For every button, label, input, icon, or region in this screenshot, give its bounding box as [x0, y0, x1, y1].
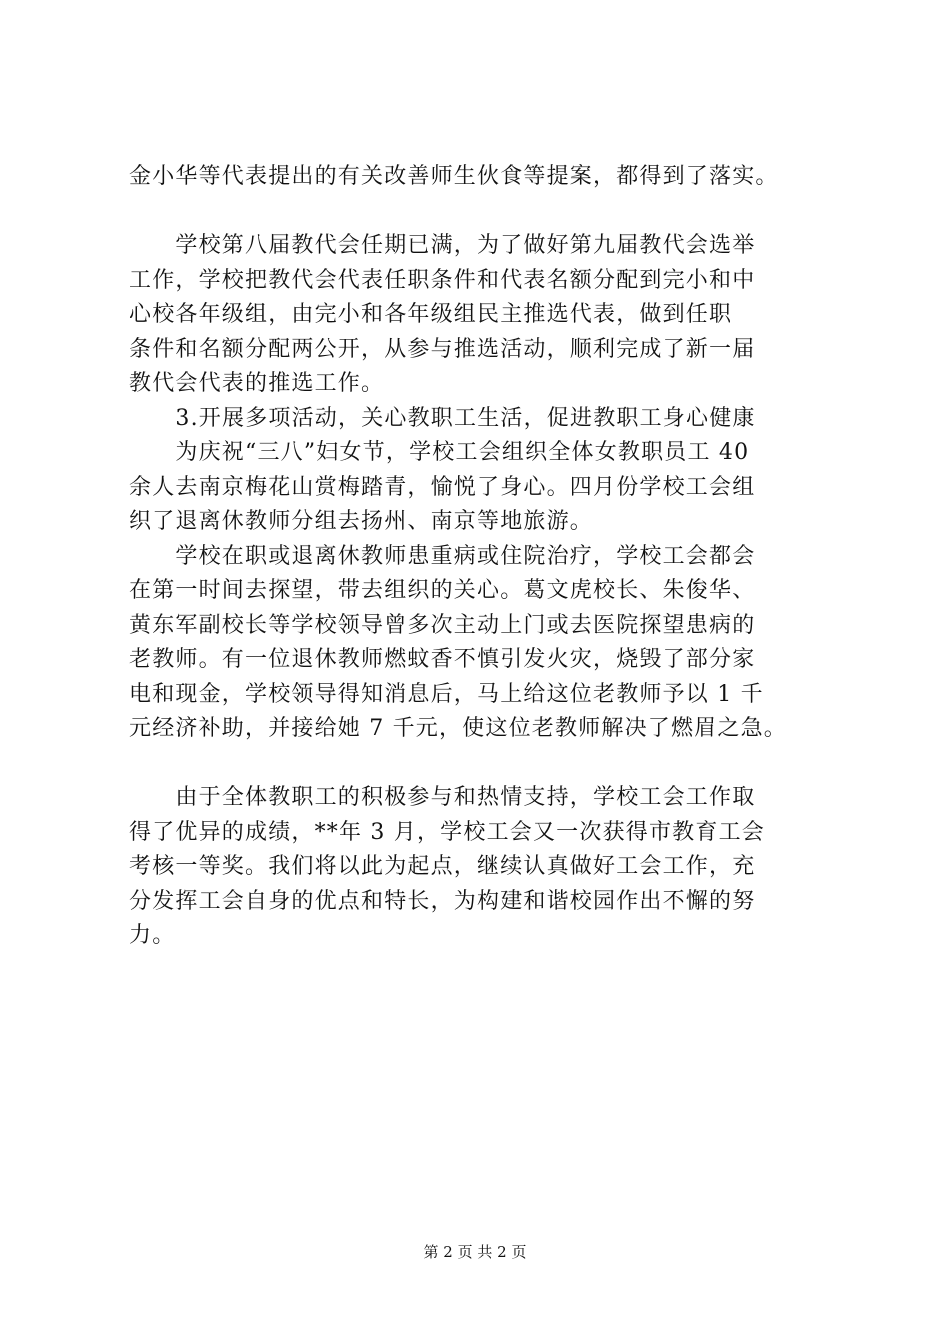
- text-line: 工作，学校把教代会代表任职条件和代表名额分配到完小和中: [129, 267, 756, 293]
- text-line: 为庆祝“三八”妇女节，学校工会组织全体女教职员工 40: [129, 440, 750, 465]
- text-line: 元经济补助，并接给她 7 千元，使这位老教师解决了燃眉之急。: [129, 716, 787, 741]
- blank-line: [129, 195, 829, 230]
- text-line: 余人去南京梅花山赏梅踏青，愉悦了身心。四月份学校工会组: [129, 474, 756, 500]
- text-line: 由于全体教职工的积极参与和热情支持，学校工会工作取: [129, 785, 756, 810]
- text-line: 在第一时间去探望，带去组织的关心。葛文虎校长、朱俊华、: [129, 578, 756, 603]
- page-footer: 第 2 页 共 2 页: [423, 1243, 527, 1261]
- text-line: 金小华等代表提出的有关改善师生伙食等提案，都得到了落实。: [129, 164, 779, 189]
- text-line: 分发挥工会自身的优点和特长，为构建和谐校园作出不懈的努: [129, 888, 756, 914]
- text-line: 老教师。有一位退休教师燃蚊香不慎引发火灾，烧毁了部分家: [129, 647, 756, 672]
- text-line: 织了退离休教师分组去扬州、南京等地旅游。: [129, 509, 594, 534]
- text-line: 学校第八届教代会任期已满，为了做好第九届教代会选举: [129, 233, 756, 258]
- text-line: 心校各年级组，由完小和各年级组民主推选代表，做到任职: [129, 302, 733, 327]
- document-body: [129, 160, 829, 954]
- text-line: 学校在职或退离休教师患重病或住院治疗，学校工会都会: [129, 543, 756, 569]
- text-line: 力。: [129, 923, 176, 948]
- text-line: 教代会代表的推选工作。: [129, 371, 385, 396]
- text-line: 得了优异的成绩，**年 3 月，学校工会又一次获得市教育工会: [129, 819, 765, 845]
- blank-line: [129, 747, 829, 782]
- text-line: 条件和名额分配两公开，从参与推选活动，顺利完成了新一届: [129, 336, 756, 362]
- section-heading: 3.开展多项活动，关心教职工生活，促进教职工身心健康: [129, 405, 756, 431]
- text-line: 考核一等奖。我们将以此为起点，继续认真做好工会工作，充: [129, 854, 756, 879]
- text-line: 黄东军副校长等学校领导曾多次主动上门或去医院探望患病的: [129, 612, 756, 638]
- text-line: 电和现金，学校领导得知消息后，马上给这位老教师予以 1 千: [129, 681, 764, 707]
